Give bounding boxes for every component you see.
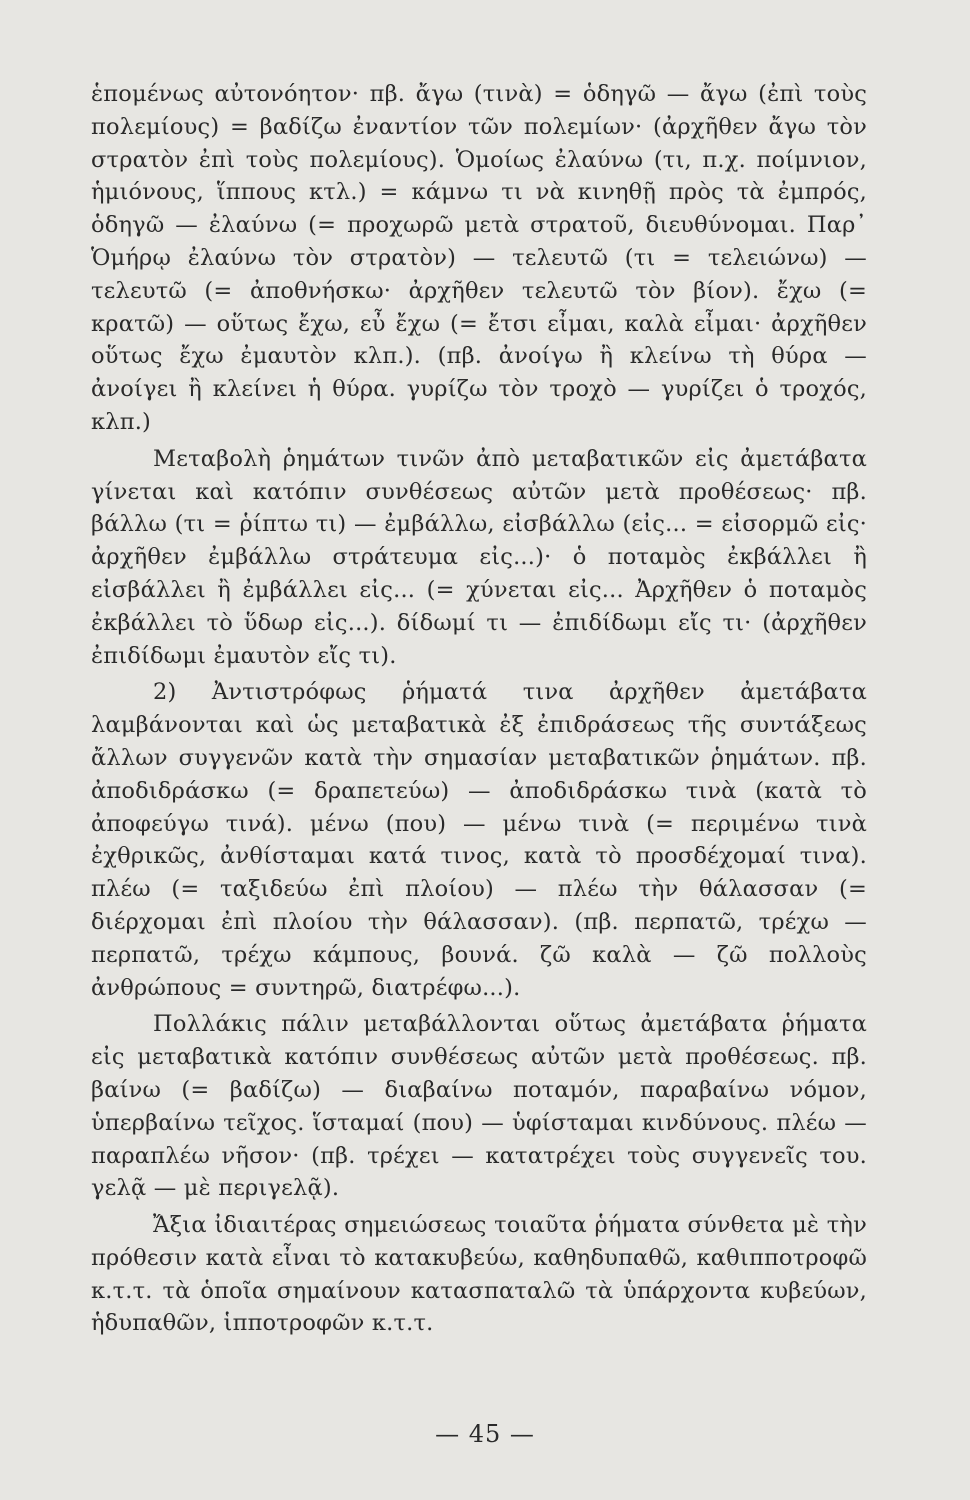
paragraph: 2) Ἀντιστρόφως ῥήματά τινα ἀρχῆθεν ἀμετάβατα λαμβάνονται καὶ ὡς μεταβατικὰ ἐξ ἐπιδράσεως τῆς συντάξεως ἄλλων συγγενῶν κατὰ τὴν σημασίαν μεταβατικῶν ῥημάτων. πβ. ἀποδιδράσκω (= δραπετεύω) — ἀποδιδράσκω τινὰ (κατὰ τὸ ἀποφεύγω τινά). μένω (που) — μένω τινὰ (= περιμένω τινὰ ἐχθρικῶς, ἀνθίσταμαι κατά τινος, κατὰ τὸ προσδέχομαί τινα). πλέω (= ταξιδεύω ἐπὶ πλοίου) — πλέω τὴν θάλασσαν (= διέρχομαι ἐπὶ πλοίου τὴν θάλασσαν). (πβ. περπατῶ, τρέχω — περπατῶ, τρέχω κάμπους, βουνά. ζῶ καλὰ — ζῶ πολλοὺς ἀνθρώπους = συντηρῶ, διατρέφω...). — [91, 679, 867, 1001]
body-text — [91, 78, 867, 1340]
page-number: — 45 — — [435, 1420, 535, 1448]
paragraph: Ἄξια ἰδιαιτέρας σημειώσεως τοιαῦτα ῥήματα σύνθετα μὲ τὴν πρόθεσιν κατὰ εἶναι τὸ κατακυβεύω, καθηδυπαθῶ, καθιπποτροφῶ κ.τ.τ. τὰ ὁποῖα σημαίνουν κατασπαταλῶ τὰ ὑπάρχοντα κυβεύων, ἡδυπαθῶν, ἱπποτροφῶν κ.τ.τ. — [91, 1212, 867, 1337]
paragraph: Πολλάκις πάλιν μεταβάλλονται οὕτως ἀμετάβατα ῥήματα εἰς μεταβατικὰ κατόπιν συνθέσεως αὐτῶν μετὰ προθέσεως. πβ. βαίνω (= βαδίζω) — διαβαίνω ποταμόν, παραβαίνω νόμον, ὑπερβαίνω τεῖχος. ἵσταμαί (που) — ὑφίσταμαι κινδύνους. πλέω — παραπλέω νῆσον· (πβ. τρέχει — κατατρέχει τοὺς συγγενεῖς του. γελᾷ — μὲ περιγελᾷ). — [91, 1011, 867, 1202]
paragraph: ἑπομένως αὐτονόητον· πβ. ἄγω (τινὰ) = ὁδηγῶ — ἄγω (ἐπὶ τοὺς πολεμίους) = βαδίζω ἐναντίον τῶν πολεμίων· (ἀρχῆθεν ἄγω τὸν στρατὸν ἐπὶ τοὺς πολεμίους). Ὁμοίως ἐλαύνω (τι, π.χ. ποίμνιον, ἡμιόνους, ἵππους κτλ.) = κάμνω τι νὰ κινηθῇ πρὸς τὰ ἐμπρός, ὁδηγῶ — ἐλαύνω (= προχωρῶ μετὰ στρατοῦ, διευθύνομαι. Παρ᾿ Ὁμήρῳ ἐλαύνω τὸν στρατὸν) — τελευτῶ (τι = τελειώνω) — τελευτῶ (= ἀποθνήσκω· ἀρχῆθεν τελευτῶ τὸν βίον). ἔχω (= κρατῶ) — οὕτως ἔχω, εὖ ἔχω (= ἔτσι εἶμαι, καλὰ εἶμαι· ἀρχῆθεν οὕτως ἔχω ἐμαυτὸν κλπ.). (πβ. ἀνοίγω ἢ κλείνω τὴ θύρα — ἀνοίγει ἢ κλείνει ἡ θύρα. γυρίζω τὸν τροχὸ — γυρίζει ὁ τροχός, κλπ.) — [91, 81, 867, 435]
paragraph: Μεταβολὴ ῥημάτων τινῶν ἀπὸ μεταβατικῶν εἰς ἀμετάβατα γίνεται καὶ κατόπιν συνθέσεως αὐτῶν μετὰ προθέσεως· πβ. βάλλω (τι = ῥίπτω τι) — ἐμβάλλω, εἰσβάλλω (εἰς... = εἰσορμῶ εἰς· ἀρχῆθεν ἐμβάλλω στράτευμα εἰς...)· ὁ ποταμὸς ἐκβάλλει ἢ εἰσβάλλει ἢ ἐμβάλλει εἰς... (= χύνεται εἰς... Ἀρχῆθεν ὁ ποταμὸς ἐκβάλλει τὸ ὕδωρ εἰς...). δίδωμί τι — ἐπιδίδωμι εἴς τι· (ἀρχῆθεν ἐπιδίδωμι ἐμαυτὸν εἴς τι). — [91, 445, 867, 669]
